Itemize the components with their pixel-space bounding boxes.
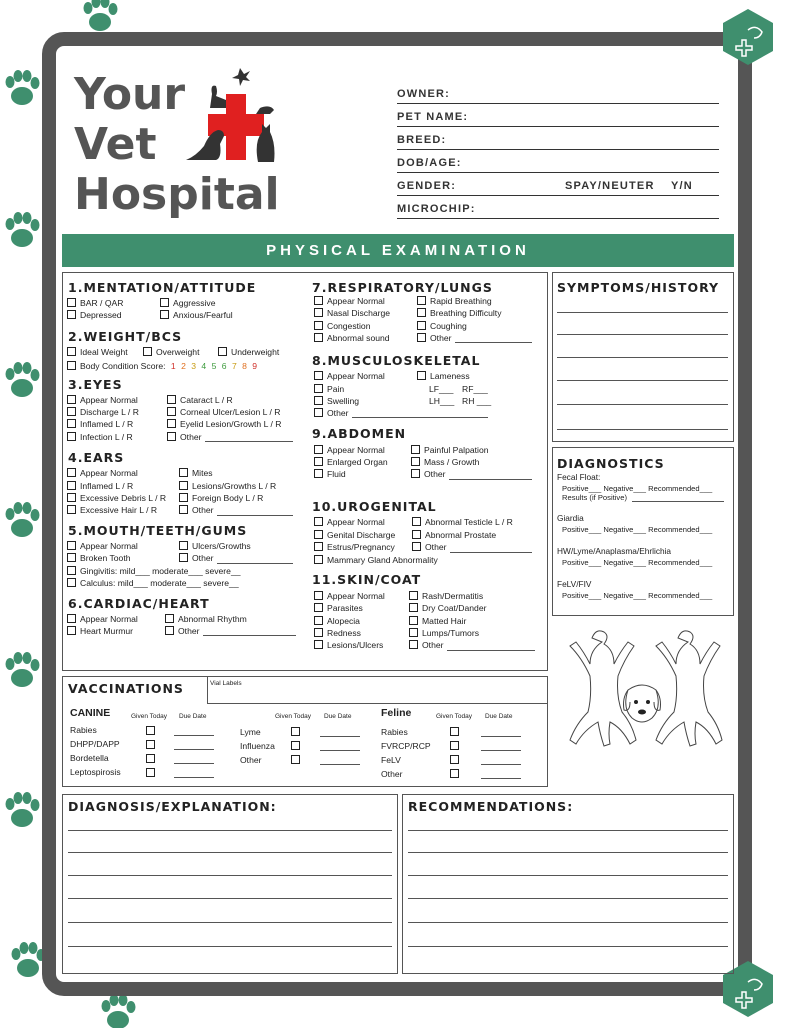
gender-field[interactable]: GENDER: SPAY/NEUTER Y/N [397,180,719,196]
checkbox-pain[interactable]: Pain [314,384,344,395]
hw-result-options[interactable]: Positive___ Negative___ Recommended___ [562,558,713,567]
checkbox-gingivitis[interactable]: Gingivitis: mild___ moderate___ severe__ [67,566,241,577]
checkbox-ear-lesions[interactable]: Lesions/Growths L / R [179,481,276,492]
score-6[interactable]: 6 [221,361,227,371]
checkbox-lesions-ulcers[interactable]: Lesions/Ulcers [314,640,383,651]
checkbox-abnormal-rhythm[interactable]: Abnormal Rhythm [165,614,247,625]
given-checkbox[interactable] [146,740,155,749]
checkbox-genital-discharge[interactable]: Genital Discharge [314,530,395,541]
checkbox-painful-palpation[interactable]: Painful Palpation [411,445,489,456]
checkbox-broken-tooth[interactable]: Broken Tooth [67,553,130,564]
microchip-field[interactable]: MICROCHIP: [397,203,719,219]
checkbox-mites[interactable]: Mites [179,468,213,479]
rh-label: RH ___ [462,396,492,406]
checkbox-swelling[interactable]: Swelling [314,396,359,407]
checkbox-abnormal-prostate[interactable]: Abnormal Prostate [412,530,496,541]
checkbox-mass-growth[interactable]: Mass / Growth [411,457,479,468]
checkbox-resp-normal[interactable]: Appear Normal [314,296,385,307]
canine2-due-header: Due Date [324,713,352,720]
vaccinations-title: VACCINATIONS [68,681,184,696]
section-title-cardiac: 6.CARDIAC/HEART [68,596,210,611]
yes-no-label: Y/N [671,180,693,192]
felv-fiv-label: FeLV/FIV [557,579,592,589]
given-checkbox[interactable] [450,741,459,750]
vial-labels-label: Vial Labels [210,680,242,687]
checkbox-abd-other[interactable]: Other [411,469,446,480]
checkbox-bcs[interactable]: Body Condition Score: [67,361,166,371]
checkbox-anxious[interactable]: Anxious/Fearful [160,310,233,321]
score-5[interactable]: 5 [211,361,217,371]
checkbox-rash[interactable]: Rash/Dermatitis [409,591,483,602]
checkbox-bar-qar[interactable]: BAR / QAR [67,298,123,309]
checkbox-eye-discharge[interactable]: Discharge L / R [67,407,139,418]
checkbox-abnormal-sound[interactable]: Abnormal sound [314,333,390,344]
checkbox-uro-other[interactable]: Other [412,542,447,553]
section-title-ears: 4.EARS [68,450,125,465]
dob-age-field[interactable]: DOB/AGE: [397,157,719,173]
checkbox-dry-coat[interactable]: Dry Coat/Dander [409,603,486,614]
checkbox-heart-murmur[interactable]: Heart Murmur [67,626,133,637]
canine-given-header: Given Today [131,713,168,720]
feline-given-header: Given Today [436,713,473,720]
given-checkbox[interactable] [146,726,155,735]
felv-result-options[interactable]: Positive___ Negative___ Recommended___ [562,591,713,600]
symptoms-title: SYMPTOMS/HISTORY [557,280,720,295]
section-title-respiratory: 7.RESPIRATORY/LUNGS [312,280,493,295]
diagnostics-title: DIAGNOSTICS [557,456,665,471]
given-checkbox[interactable] [450,755,459,764]
score-4[interactable]: 4 [201,361,207,371]
spay-neuter-label: SPAY/NEUTER [565,180,655,192]
pet-name-field[interactable]: PET NAME: [397,111,719,127]
owner-field[interactable]: OWNER: [397,88,719,104]
vaccine-influenza: Influenza [240,741,275,751]
given-checkbox[interactable] [146,754,155,763]
vaccine-rabies-feline: Rabies [381,727,408,737]
feline-due-header: Due Date [485,713,513,720]
section-title-weight: 2.WEIGHT/BCS [68,329,183,344]
section-title-mouth: 5.MOUTH/TEETH/GUMS [68,523,248,538]
given-checkbox[interactable] [450,769,459,778]
recommendations-box [402,794,734,974]
section-title-abdomen: 9.ABDOMEN [312,426,407,441]
diagnosis-title: DIAGNOSIS/EXPLANATION: [68,799,277,814]
recommendations-title: RECOMMENDATIONS: [408,799,574,814]
checkbox-enlarged-organ[interactable]: Enlarged Organ [314,457,388,468]
checkbox-eyes-normal[interactable]: Appear Normal [67,395,138,406]
checkbox-musc-normal[interactable]: Appear Normal [314,371,385,382]
section-title-skin: 11.SKIN/COAT [312,572,422,587]
section-title-urogenital: 10.UROGENITAL [312,499,437,514]
checkbox-underweight[interactable]: Underweight [218,347,279,358]
checkbox-corneal-ulcer[interactable]: Corneal Ulcer/Lesion L / R [167,407,280,418]
checkbox-musc-other[interactable]: Other [314,408,349,419]
checkbox-skin-normal[interactable]: Appear Normal [314,591,385,602]
checkbox-depressed[interactable]: Depressed [67,310,122,321]
checkbox-uro-normal[interactable]: Appear Normal [314,517,385,528]
feline-label: Feline [381,707,412,719]
pet-hexagon-icon [722,8,774,66]
checkbox-matted-hair[interactable]: Matted Hair [409,616,466,627]
checkbox-lameness[interactable]: Lameness [417,371,470,382]
breed-field[interactable]: BREED: [397,134,719,150]
score-7[interactable]: 7 [231,361,237,371]
checkbox-calculus[interactable]: Calculus: mild___ moderate___ severe__ [67,578,239,589]
score-3[interactable]: 3 [191,361,197,371]
vet-cross-logo-icon [182,64,288,166]
checkbox-redness[interactable]: Redness [314,628,361,639]
checkbox-skin-other[interactable]: Other [409,640,444,651]
hw-lyme-label: HW/Lyme/Anaplasma/Ehrlichia [557,546,672,556]
score-9[interactable]: 9 [252,361,258,371]
checkbox-heart-normal[interactable]: Appear Normal [67,614,138,625]
given-checkbox[interactable] [146,768,155,777]
results-if-positive[interactable]: Results (if Positive) [562,493,627,502]
checkbox-ears-normal[interactable]: Appear Normal [67,468,138,479]
checkbox-mouth-normal[interactable]: Appear Normal [67,541,138,552]
vaccine-fvrcp: FVRCP/RCP [381,741,431,751]
lf-label: LF___ [429,384,454,394]
given-checkbox[interactable] [291,727,300,736]
checkbox-abd-normal[interactable]: Appear Normal [314,445,385,456]
checkbox-mammary[interactable]: Mammary Gland Abnormality [314,555,438,566]
vaccine-lyme: Lyme [240,727,261,737]
checkbox-ulcers[interactable]: Ulcers/Growths [179,541,251,552]
checkbox-ideal-weight[interactable]: Ideal Weight [67,347,128,358]
canine2-given-header: Given Today [275,713,312,720]
checkbox-lumps[interactable]: Lumps/Tumors [409,628,479,639]
score-2[interactable]: 2 [181,361,186,371]
checkbox-ear-debris[interactable]: Excessive Debris L / R [67,493,166,504]
lh-label: LH___ [429,396,455,406]
canine-label: CANINE [70,707,111,719]
vaccine-bordetella: Bordetella [70,753,109,763]
checkbox-foreign-body[interactable]: Foreign Body L / R [179,493,263,504]
checkbox-ear-hair[interactable]: Excessive Hair L / R [67,505,157,516]
score-1[interactable]: 1 [170,361,176,371]
vaccine-dhpp: DHPP/DAPP [70,739,120,749]
section-title-eyes: 3.EYES [68,377,123,392]
section-title-mentation: 1.MENTATION/ATTITUDE [68,280,257,295]
vaccine-other-canine: Other [240,755,262,765]
checkbox-congestion[interactable]: Congestion [314,321,370,332]
vaccine-leptospirosis: Leptospirosis [70,767,121,777]
checkbox-coughing[interactable]: Coughing [417,321,467,332]
giardia-label: Giardia [557,513,584,523]
given-checkbox[interactable] [291,741,300,750]
given-checkbox[interactable] [450,727,459,736]
checkbox-aggressive[interactable]: Aggressive [160,298,216,309]
diagnosis-box [62,794,398,974]
checkbox-estrus[interactable]: Estrus/Pregnancy [314,542,395,553]
checkbox-eyes-other[interactable]: Other [167,432,202,443]
rf-label: RF___ [462,384,488,394]
checkbox-eye-infection[interactable]: Infection L / R [67,432,133,443]
fecal-float-label: Fecal Float: [557,472,601,482]
checkbox-overweight[interactable]: Overweight [143,347,199,358]
body-condition-score [67,361,257,372]
logo-text: Your Vet Hospital [74,69,280,220]
vaccine-other-feline: Other [381,769,403,779]
checkbox-cataract[interactable]: Cataract L / R [167,395,233,406]
checkbox-fluid[interactable]: Fluid [314,469,346,480]
checkbox-alopecia[interactable]: Alopecia [314,616,360,627]
given-checkbox[interactable] [291,755,300,764]
checkbox-heart-other[interactable]: Other [165,626,200,637]
checkbox-ears-other[interactable]: Other [179,505,214,516]
dog-body-diagram[interactable] [552,624,734,776]
checkbox-mouth-other[interactable]: Other [179,553,214,564]
score-8[interactable]: 8 [242,361,247,371]
checkbox-abnormal-testicle[interactable]: Abnormal Testicle L / R [412,517,513,528]
checkbox-parasites[interactable]: Parasites [314,603,363,614]
canine-due-header: Due Date [179,713,207,720]
checkbox-nasal-discharge[interactable]: Nasal Discharge [314,308,390,319]
checkbox-eyelid-lesion[interactable]: Eyelid Lesion/Growth L / R [167,419,281,430]
checkbox-resp-other[interactable]: Other [417,333,452,344]
checkbox-breathing-difficulty[interactable]: Breathing Difficulty [417,308,502,319]
vial-labels-box [207,676,548,704]
vaccine-rabies-canine: Rabies [70,725,97,735]
fecal-result-options[interactable]: Positive___ Negative___ Recommended___ [562,484,713,493]
checkbox-rapid-breathing[interactable]: Rapid Breathing [417,296,492,307]
vaccine-felv: FeLV [381,755,401,765]
checkbox-ears-inflamed[interactable]: Inflamed L / R [67,481,133,492]
section-title-musculoskeletal: 8.MUSCULOSKELETAL [312,353,481,368]
physical-examination-banner: PHYSICAL EXAMINATION [62,234,734,267]
checkbox-eye-inflamed[interactable]: Inflamed L / R [67,419,133,430]
giardia-result-options[interactable]: Positive___ Negative___ Recommended___ [562,525,713,534]
